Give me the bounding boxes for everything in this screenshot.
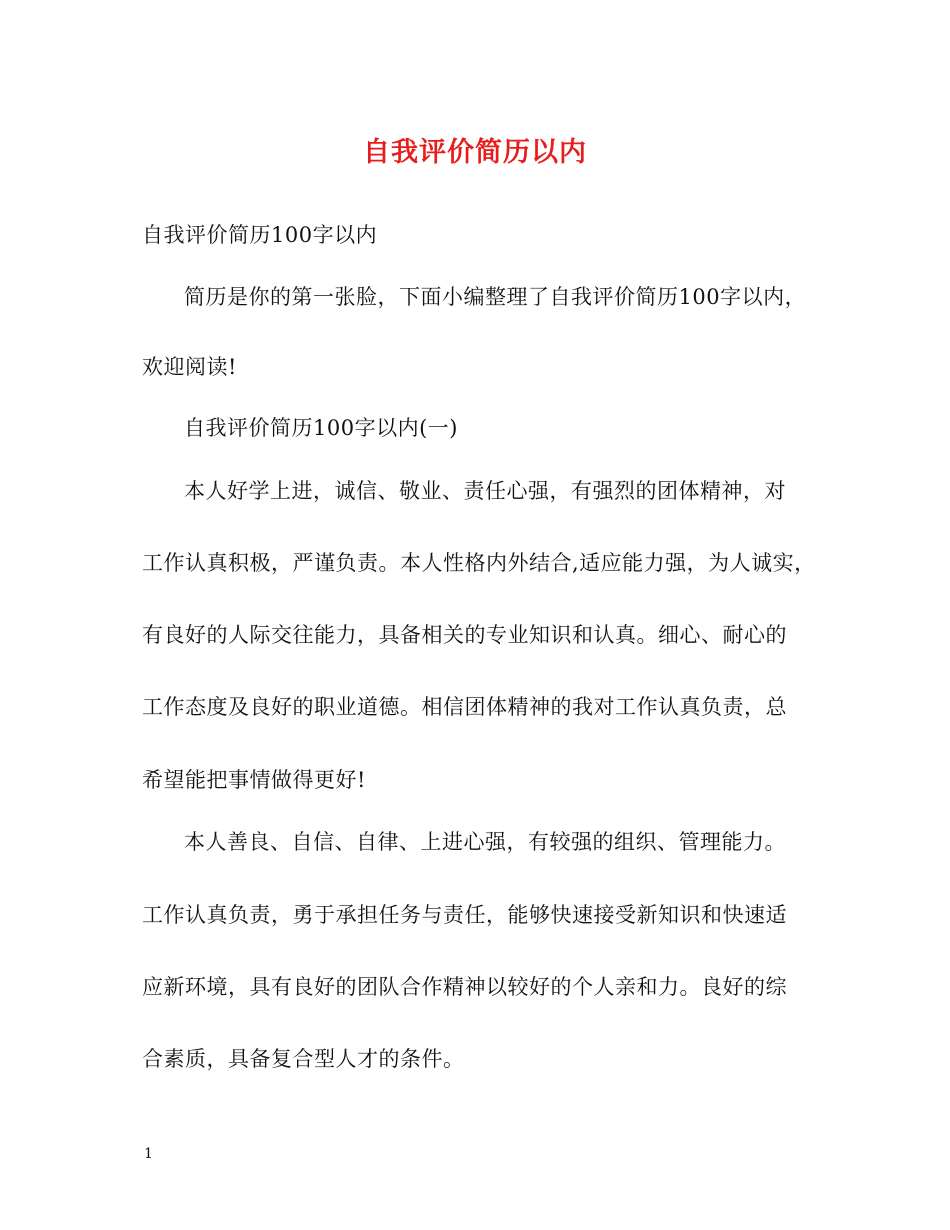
intro-line-2: 欢迎阅读!	[142, 355, 237, 379]
intro-line-1: 简历是你的第一张脸，下面小编整理了自我评价简历100字以内，	[184, 285, 807, 309]
para1-line-2: 工作认真积极，严谨负责。本人性格内外结合,适应能力强，为人诚实，	[142, 551, 816, 575]
para1-line-4: 工作态度及良好的职业道德。相信团体精神的我对工作认真负责，总	[142, 695, 787, 719]
para2-line-4: 合素质，具备复合型人才的条件。	[142, 1047, 465, 1071]
para1-line-3: 有良好的人际交往能力，具备相关的专业知识和认真。细心、耐心的	[142, 623, 787, 647]
para2-line-3: 应新环境，具有良好的团队合作精神以较好的个人亲和力。良好的综	[142, 975, 787, 999]
page-number: 1	[144, 1146, 153, 1162]
para1-line-5: 希望能把事情做得更好!	[142, 768, 366, 792]
para2-line-1: 本人善良、自信、自律、上进心强，有较强的组织、管理能力。	[184, 830, 786, 854]
subtitle-line: 自我评价简历100字以内	[142, 223, 378, 247]
document-title: 自我评价简历以内	[363, 137, 587, 168]
para1-line-1: 本人好学上进，诚信、敬业、责任心强，有强烈的团体精神，对	[184, 479, 786, 503]
section-heading: 自我评价简历100字以内(一)	[184, 416, 458, 440]
para2-line-2: 工作认真负责，勇于承担任务与责任，能够快速接受新知识和快速适	[142, 903, 787, 927]
